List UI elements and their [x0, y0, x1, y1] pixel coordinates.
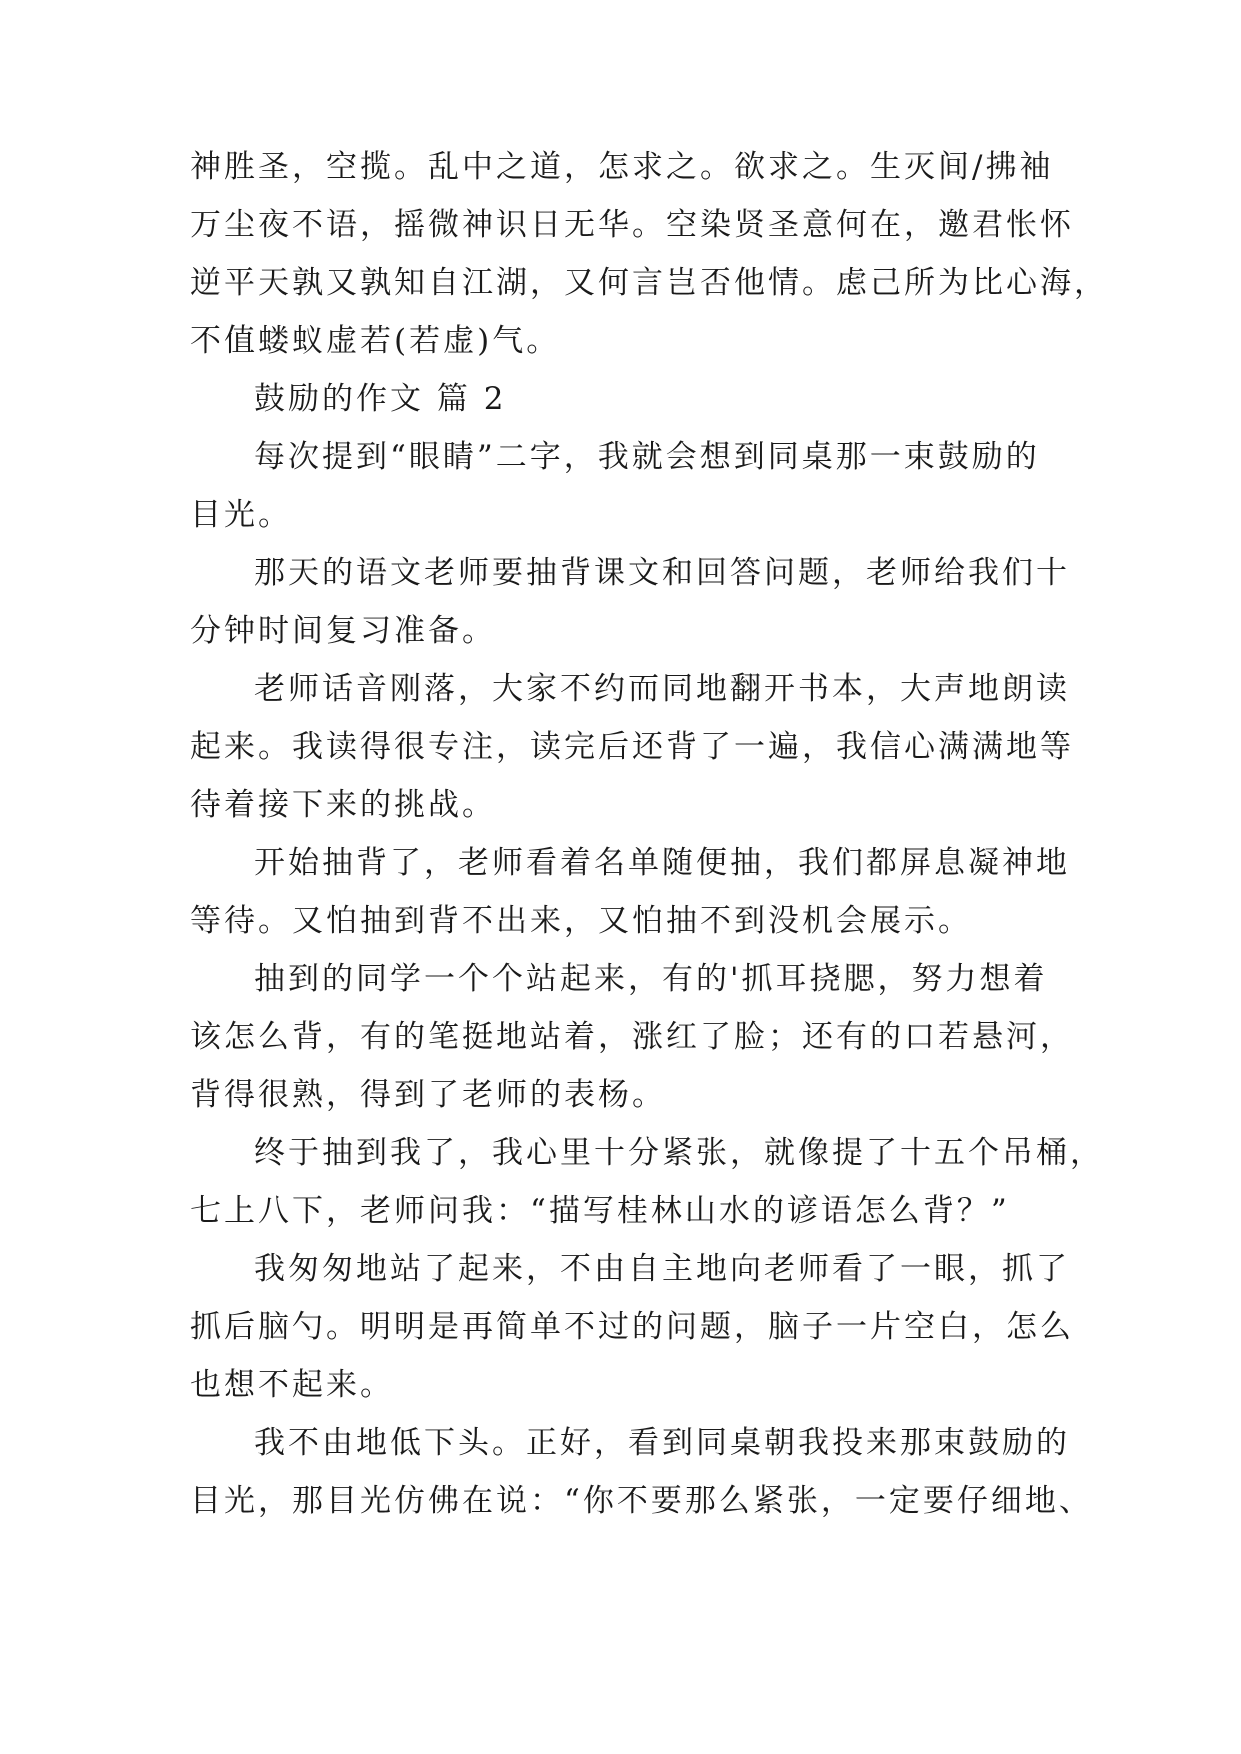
- text-line: 等待。又怕抽到背不出来，又怕抽不到没机会展示。: [190, 903, 972, 939]
- text-line: 抓后脑勺。明明是再简单不过的问题，脑子一片空白，怎么: [190, 1309, 1074, 1345]
- text-line: 逆平天孰又孰知自江湖，又何言岂否他情。虑己所为比心海，: [190, 265, 1108, 301]
- section-heading: 鼓励的作文 篇 2: [254, 381, 507, 417]
- text-line: 分钟时间复习准备。: [190, 613, 496, 649]
- text-line: 目光。: [190, 497, 292, 533]
- document-page: [190, 138, 1108, 1530]
- text-line: 老师话音刚落，大家不约而同地翻开书本，大声地朗读: [254, 671, 1070, 707]
- text-line: 也想不起来。: [190, 1367, 394, 1403]
- text-line: 抽到的同学一个个站起来，有的'抓耳挠腮，努力想着: [254, 961, 1048, 997]
- text-line: 万尘夜不语，摇微神识日无华。空染贤圣意何在，邀君怅怀: [190, 207, 1074, 243]
- text-line: 该怎么背，有的笔挺地站着，涨红了脸；还有的口若悬河，: [190, 1019, 1074, 1055]
- text-line: 背得很熟，得到了老师的表杨。: [190, 1077, 666, 1113]
- text-line: 终于抽到我了，我心里十分紧张，就像提了十五个吊桶，: [254, 1135, 1104, 1171]
- text-line: 七上八下，老师问我：“描写桂林山水的谚语怎么背？”: [190, 1193, 1010, 1229]
- text-line: 我匆匆地站了起来，不由自主地向老师看了一眼，抓了: [254, 1251, 1070, 1287]
- text-line: 神胜圣，空揽。乱中之道，怎求之。欲求之。生灭间/拂袖: [190, 149, 1054, 185]
- text-line: 不值蝼蚁虚若(若虚)气。: [190, 323, 561, 359]
- text-line: 待着接下来的挑战。: [190, 787, 496, 823]
- text-line: 我不由地低下头。正好，看到同桌朝我投来那束鼓励的: [254, 1425, 1070, 1461]
- text-line: 起来。我读得很专注，读完后还背了一遍，我信心满满地等: [190, 729, 1074, 765]
- text-line: 目光，那目光仿佛在说：“你不要那么紧张，一定要仔细地、: [190, 1483, 1093, 1519]
- text-line: 开始抽背了，老师看着名单随便抽，我们都屏息凝神地: [254, 845, 1070, 881]
- text-line: 每次提到“眼睛”二字，我就会想到同桌那一束鼓励的: [254, 439, 1040, 475]
- text-line: 那天的语文老师要抽背课文和回答问题，老师给我们十: [254, 555, 1070, 591]
